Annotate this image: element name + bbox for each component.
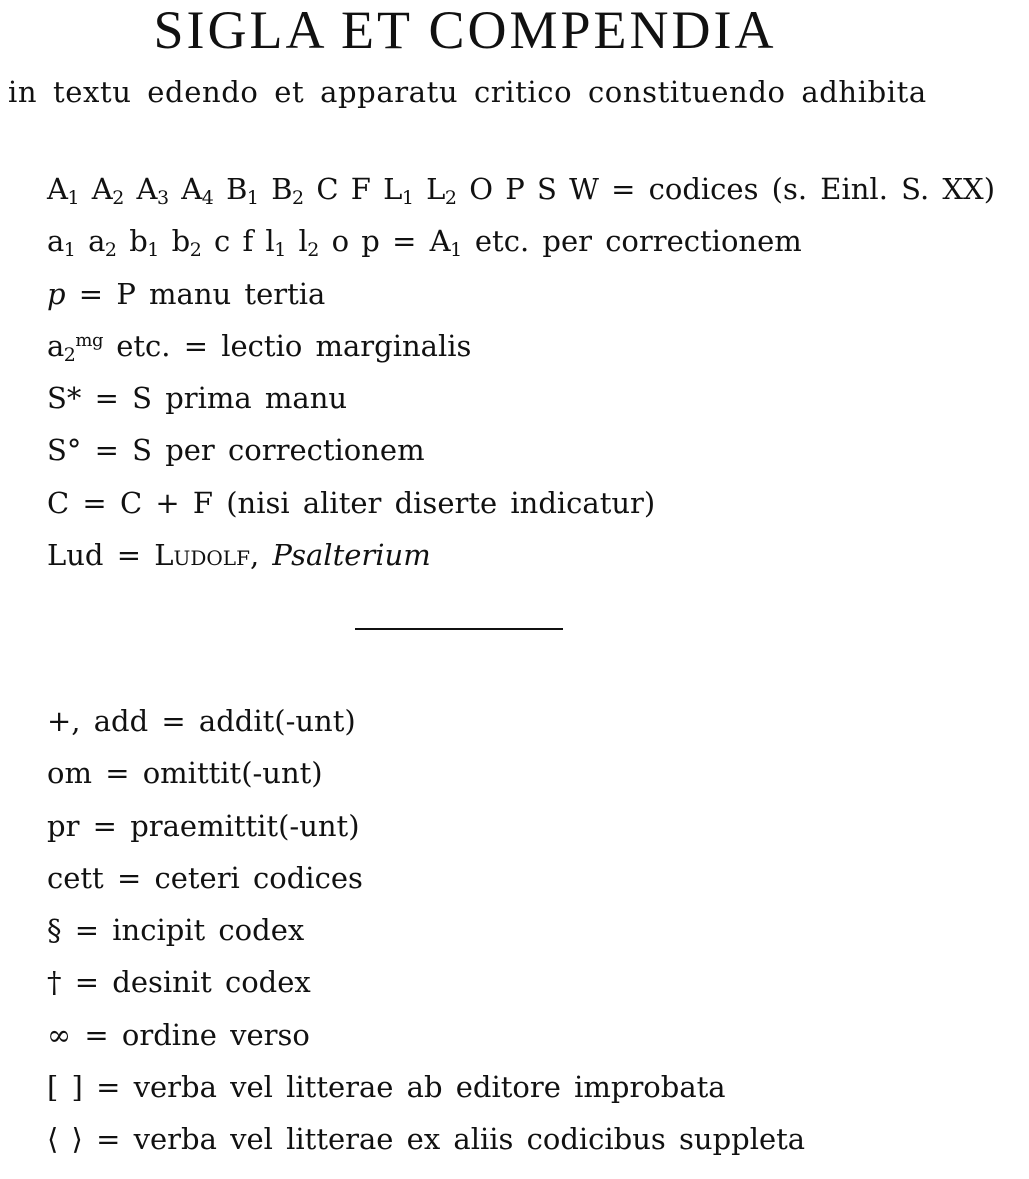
equals-sign: = xyxy=(116,860,142,895)
sigla-entry-correctionem xyxy=(47,220,995,272)
sigla-definition: P manu tertia xyxy=(116,276,326,311)
sigla-symbol: Lud xyxy=(47,538,104,573)
sigla-symbol-codes xyxy=(47,172,611,209)
abbr-symbol: [ ] xyxy=(47,1070,83,1105)
code-C: C xyxy=(316,172,339,206)
equals-sign: = xyxy=(92,808,117,843)
code-c: c xyxy=(214,224,230,259)
abbr-symbol: cett xyxy=(47,860,104,895)
abbr-symbol: om xyxy=(47,756,92,791)
equals-sign: = xyxy=(116,538,142,573)
code-P: P xyxy=(505,172,525,206)
abbr-definition: desinit codex xyxy=(112,965,311,1000)
equals-sign: = xyxy=(611,172,636,206)
equals-sign: = xyxy=(183,328,209,363)
section-divider xyxy=(355,628,563,630)
sigla-definition: etc. per correctionem xyxy=(474,224,802,259)
code-b2: $b_2$ xyxy=(171,224,202,262)
code-A3: $A_3$ xyxy=(136,172,169,209)
code-b1: $b_1$ xyxy=(129,224,159,262)
sigla-entry-c-plus-f xyxy=(47,482,995,534)
code-l1: $l_1$ xyxy=(265,224,286,262)
abbr-symbol: +, add xyxy=(47,704,149,738)
abbr-definition: praemittit(-unt) xyxy=(130,808,360,843)
code-F: F xyxy=(350,172,371,206)
code-l2: $l_2$ xyxy=(298,224,319,262)
abbr-definition: ceteri codices xyxy=(154,860,363,895)
sigla-symbol: $a_2^{mg}$ xyxy=(47,328,103,366)
sigla-definition: lectio marginalis xyxy=(221,328,472,363)
equals-sign: = xyxy=(392,224,417,259)
code-f: f xyxy=(242,224,253,259)
abbr-entry-cett xyxy=(47,857,805,909)
sigla-definition: C + F (nisi aliter diserte indicatur) xyxy=(119,485,656,520)
equals-sign: = xyxy=(82,485,107,520)
abbr-definition: omittit(-unt) xyxy=(142,756,323,791)
code-W: W xyxy=(569,172,599,206)
sigla-symbol-suffix: etc. xyxy=(116,328,171,363)
abbreviations-list xyxy=(47,700,805,1171)
abbr-symbol: pr xyxy=(47,808,80,843)
abbr-entry-om xyxy=(47,752,805,804)
abbr-entry-incipit xyxy=(47,909,805,961)
sigla-symbol: C xyxy=(47,485,70,520)
code-p: p xyxy=(361,224,380,259)
sigla-entry-per-correctionem xyxy=(47,429,995,481)
equals-sign: = xyxy=(84,1017,109,1052)
sigla-definition: S prima manu xyxy=(132,381,348,416)
code-L1: $L_1$ xyxy=(383,172,414,209)
abbr-entry-ordine-verso xyxy=(47,1014,805,1066)
abbr-symbol: ∞ xyxy=(47,1017,72,1052)
abbr-definition: addit(-unt) xyxy=(198,704,356,738)
code-S: S xyxy=(536,172,557,206)
abbr-entry-pr xyxy=(47,805,805,857)
code-a1: $a_1$ xyxy=(47,224,76,262)
definition-code-A1: $A_1$ xyxy=(429,224,462,262)
abbr-symbol: † xyxy=(47,965,62,1000)
equals-sign: = xyxy=(96,1070,121,1105)
equals-sign: = xyxy=(74,913,100,948)
sigla-entry-p xyxy=(47,273,995,325)
sigla-symbol: S* xyxy=(47,381,82,416)
sigla-entry-ludolf xyxy=(47,534,995,586)
sigla-symbol: p xyxy=(47,276,66,311)
sigla-list xyxy=(47,168,995,586)
equals-sign: = xyxy=(74,965,100,1000)
equals-sign: = xyxy=(78,276,104,311)
sigla-symbol-codes xyxy=(47,224,392,262)
abbr-entry-add xyxy=(47,700,805,752)
code-B2: $B_2$ xyxy=(271,172,304,209)
abbr-entry-suppleta xyxy=(47,1118,805,1170)
abbr-definition: incipit codex xyxy=(112,913,305,948)
page-title: SIGLA ET COMPENDIA xyxy=(153,0,777,60)
page-subtitle: in textu edendo et apparatu critico constituendo adhibita xyxy=(8,75,927,109)
abbr-symbol: § xyxy=(47,913,62,948)
abbr-entry-improbata xyxy=(47,1066,805,1118)
abbr-definition: verba vel litterae ab editore improbata xyxy=(133,1070,726,1105)
code-B1: $B_1$ xyxy=(226,172,259,209)
abbr-definition: ordine verso xyxy=(121,1017,310,1052)
abbr-entry-desinit xyxy=(47,961,805,1013)
equals-sign: = xyxy=(161,704,186,738)
equals-sign: = xyxy=(94,433,119,468)
abbr-definition: verba vel litterae ex aliis codicibus suppleta xyxy=(133,1122,806,1157)
code-L2: $L_2$ xyxy=(426,172,457,209)
author-name: Ludolf, xyxy=(154,538,260,573)
sigla-entry-codices xyxy=(47,168,995,220)
code-a2: $a_2$ xyxy=(88,224,117,262)
code-O: O xyxy=(469,172,493,206)
equals-sign: = xyxy=(94,381,119,416)
code-A2: $A_2$ xyxy=(91,172,124,209)
abbr-symbol: ⟨ ⟩ xyxy=(47,1122,83,1157)
code-A4: $A_4$ xyxy=(181,172,214,209)
sigla-symbol: S° xyxy=(47,433,82,468)
work-title: Psalterium xyxy=(272,538,431,573)
code-o: o xyxy=(331,224,349,259)
sigla-definition: S per correctionem xyxy=(132,433,425,468)
equals-sign: = xyxy=(105,756,130,791)
sigla-definition: codices (s. Einl. S. XX) xyxy=(648,172,996,206)
sigla-entry-marginalis xyxy=(47,325,995,377)
equals-sign: = xyxy=(96,1122,121,1157)
sigla-entry-prima-manu xyxy=(47,377,995,429)
code-A1: $A_1$ xyxy=(47,172,80,209)
